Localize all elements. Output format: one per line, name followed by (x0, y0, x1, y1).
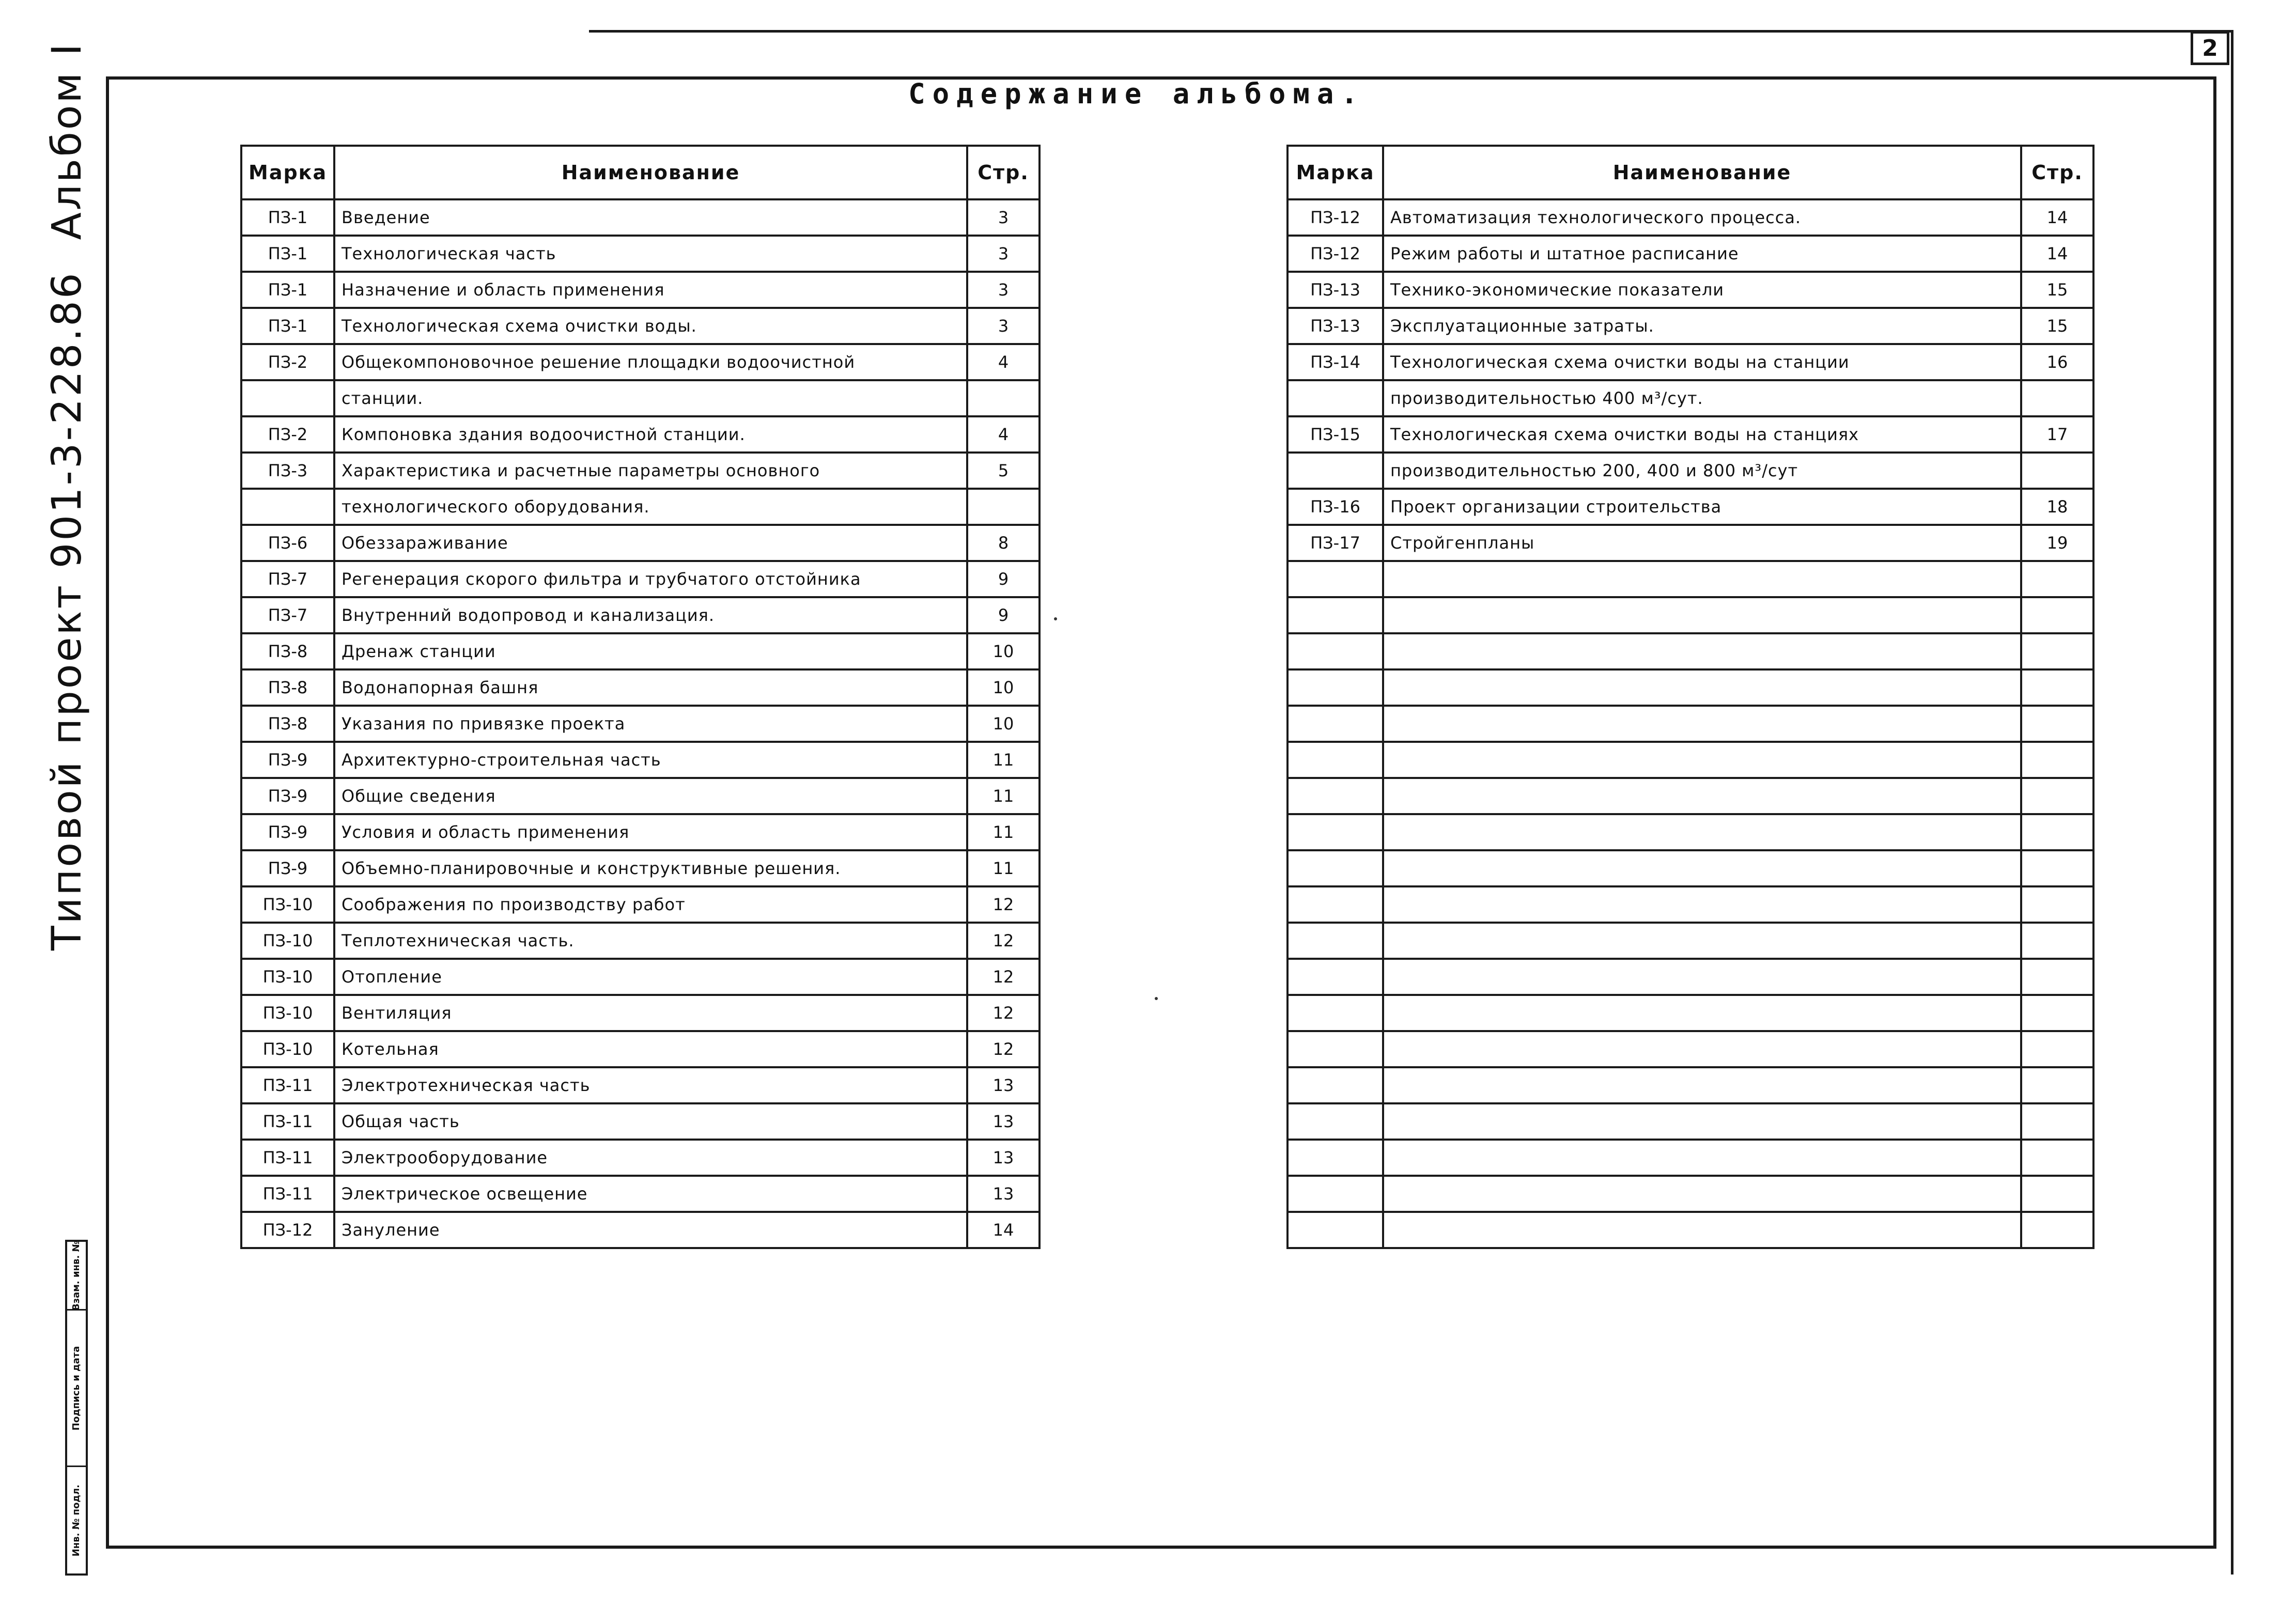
page-cell (2021, 778, 2093, 814)
name-cell (1383, 742, 2021, 778)
mark-cell: ПЗ-9 (241, 850, 334, 886)
page-cell (2021, 453, 2093, 489)
page-cell: 14 (2021, 236, 2093, 272)
name-cell: Автоматизация технологического процесса. (1383, 199, 2021, 236)
mark-cell: ПЗ-10 (241, 923, 334, 959)
name-cell: Зануление (334, 1212, 967, 1248)
page-cell (2021, 923, 2093, 959)
table-row (1287, 525, 2093, 561)
table-row (241, 525, 1040, 561)
table-row (1287, 706, 2093, 742)
name-cell: Объемно-планировочные и конструктивные решения. (334, 850, 967, 886)
page-cell: 5 (967, 453, 1040, 489)
table-body (241, 199, 1040, 1248)
page-cell (2021, 1176, 2093, 1212)
page-cell (2021, 814, 2093, 850)
table-header-row (241, 146, 1040, 199)
mark-cell (1287, 1140, 1383, 1176)
mark-cell: ПЗ-11 (241, 1140, 334, 1176)
page-cell: 15 (2021, 272, 2093, 308)
page-cell: 18 (2021, 489, 2093, 525)
mark-cell (1287, 1212, 1383, 1248)
name-cell: производительностью 200, 400 и 800 м³/сут (1383, 453, 2021, 489)
mark-cell (1287, 1031, 1383, 1067)
mark-cell (241, 380, 334, 416)
mark-cell (1287, 995, 1383, 1031)
scan-speck (1155, 997, 1158, 1000)
page-cell: 10 (967, 706, 1040, 742)
name-cell (1383, 669, 2021, 706)
mark-cell: ПЗ-12 (1287, 236, 1383, 272)
table-row (1287, 633, 2093, 669)
name-cell (1383, 633, 2021, 669)
name-cell (1383, 561, 2021, 597)
table-row (1287, 489, 2093, 525)
table-row (241, 633, 1040, 669)
table-row (241, 706, 1040, 742)
page-cell (2021, 742, 2093, 778)
page-title: Содержание альбома. (908, 77, 1365, 110)
name-cell: Режим работы и штатное расписание (1383, 236, 2021, 272)
name-cell: Условия и область применения (334, 814, 967, 850)
page-cell: 12 (967, 886, 1040, 923)
page-cell: 3 (967, 272, 1040, 308)
table-row (1287, 1176, 2093, 1212)
mark-cell: ПЗ-8 (241, 706, 334, 742)
page-cell: 12 (967, 1031, 1040, 1067)
column-header-page: Стр. (2021, 146, 2093, 199)
page-cell: 10 (967, 633, 1040, 669)
name-cell (1383, 1103, 2021, 1140)
stamp-cell-signature: Подпись и дата (67, 1311, 86, 1467)
mark-cell (1287, 923, 1383, 959)
name-cell: производительностью 400 м³/сут. (1383, 380, 2021, 416)
table-row (241, 886, 1040, 923)
name-cell: Дренаж станции (334, 633, 967, 669)
page-cell (2021, 1140, 2093, 1176)
page-cell (967, 489, 1040, 525)
name-cell (1383, 959, 2021, 995)
mark-cell: ПЗ-10 (241, 886, 334, 923)
table-row (241, 453, 1040, 489)
mark-cell (1287, 742, 1383, 778)
name-cell (1383, 597, 2021, 633)
stamp-cell-replacement: Взам. инв. № (67, 1242, 86, 1311)
mark-cell: ПЗ-11 (241, 1176, 334, 1212)
page-cell: 11 (967, 814, 1040, 850)
table-row (241, 1067, 1040, 1103)
table-row (1287, 453, 2093, 489)
mark-cell: ПЗ-12 (1287, 199, 1383, 236)
table-row (1287, 236, 2093, 272)
name-cell: Электротехническая часть (334, 1067, 967, 1103)
table-row (1287, 742, 2093, 778)
mark-cell: ПЗ-15 (1287, 416, 1383, 453)
page-cell (2021, 995, 2093, 1031)
side-label (36, 41, 98, 950)
mark-cell: ПЗ-1 (241, 199, 334, 236)
name-cell: Общая часть (334, 1103, 967, 1140)
album-label: Альбом I (44, 41, 90, 240)
mark-cell (1287, 959, 1383, 995)
table-row (241, 597, 1040, 633)
table-row (241, 742, 1040, 778)
mark-cell: ПЗ-8 (241, 669, 334, 706)
mark-cell (1287, 453, 1383, 489)
name-cell: Вентиляция (334, 995, 967, 1031)
page-cell: 10 (967, 669, 1040, 706)
page-cell: 8 (967, 525, 1040, 561)
page-cell: 3 (967, 236, 1040, 272)
table-row (1287, 814, 2093, 850)
mark-cell: ПЗ-3 (241, 453, 334, 489)
name-cell (1383, 706, 2021, 742)
name-cell: Общие сведения (334, 778, 967, 814)
table-header-row (1287, 146, 2093, 199)
table-row (1287, 995, 2093, 1031)
mark-cell: ПЗ-2 (241, 416, 334, 453)
mark-cell: ПЗ-1 (241, 272, 334, 308)
page-cell: 14 (2021, 199, 2093, 236)
mark-cell (1287, 850, 1383, 886)
page-cell (2021, 669, 2093, 706)
table-row (241, 1212, 1040, 1248)
mark-cell: ПЗ-11 (241, 1103, 334, 1140)
table-row (1287, 959, 2093, 995)
name-cell: Водонапорная башня (334, 669, 967, 706)
name-cell: Технологическая часть (334, 236, 967, 272)
mark-cell: ПЗ-1 (241, 308, 334, 344)
name-cell: Общекомпоновочное решение площадки водоочистной (334, 344, 967, 380)
mark-cell (1287, 1176, 1383, 1212)
name-cell: Электрооборудование (334, 1140, 967, 1176)
table-row (241, 489, 1040, 525)
mark-cell: ПЗ-8 (241, 633, 334, 669)
page-cell: 12 (967, 995, 1040, 1031)
outer-border-right (2231, 30, 2233, 1575)
page-cell (2021, 380, 2093, 416)
name-cell: Технико-экономические показатели (1383, 272, 2021, 308)
page-cell (2021, 850, 2093, 886)
name-cell: Внутренний водопровод и канализация. (334, 597, 967, 633)
page-cell (2021, 706, 2093, 742)
mark-cell: ПЗ-9 (241, 814, 334, 850)
table-row (1287, 850, 2093, 886)
page-cell: 9 (967, 561, 1040, 597)
mark-cell: ПЗ-6 (241, 525, 334, 561)
page-cell (2021, 959, 2093, 995)
name-cell: Проект организации строительства (1383, 489, 2021, 525)
page-cell (967, 380, 1040, 416)
mark-cell: ПЗ-16 (1287, 489, 1383, 525)
table-row (241, 1031, 1040, 1067)
name-cell (1383, 923, 2021, 959)
mark-cell: ПЗ-13 (1287, 272, 1383, 308)
table-row (241, 778, 1040, 814)
mark-cell: ПЗ-9 (241, 778, 334, 814)
page-cell (2021, 1031, 2093, 1067)
table-row (1287, 1140, 2093, 1176)
table-row (1287, 886, 2093, 923)
page-cell (2021, 1212, 2093, 1248)
page-cell (2021, 633, 2093, 669)
contents-table-right (1286, 145, 2095, 1249)
name-cell: Технологическая схема очистки воды на станциях (1383, 416, 2021, 453)
name-cell: Компоновка здания водоочистной станции. (334, 416, 967, 453)
name-cell: Соображения по производству работ (334, 886, 967, 923)
table-row (241, 1176, 1040, 1212)
mark-cell (1287, 561, 1383, 597)
name-cell (1383, 1067, 2021, 1103)
page-cell (2021, 1067, 2093, 1103)
mark-cell (1287, 597, 1383, 633)
name-cell: Эксплуатационные затраты. (1383, 308, 2021, 344)
mark-cell (241, 489, 334, 525)
name-cell: станции. (334, 380, 967, 416)
page-cell: 4 (967, 344, 1040, 380)
table-row (1287, 1212, 2093, 1248)
table-row (241, 272, 1040, 308)
table-row (241, 1103, 1040, 1140)
table-row (241, 561, 1040, 597)
name-cell (1383, 1212, 2021, 1248)
name-cell (1383, 886, 2021, 923)
name-cell: Отопление (334, 959, 967, 995)
mark-cell: ПЗ-7 (241, 561, 334, 597)
name-cell: Технологическая схема очистки воды. (334, 308, 967, 344)
mark-cell: ПЗ-10 (241, 959, 334, 995)
scan-speck (1054, 617, 1057, 620)
mark-cell (1287, 1067, 1383, 1103)
name-cell: Обеззараживание (334, 525, 967, 561)
mark-cell (1287, 380, 1383, 416)
mark-cell (1287, 814, 1383, 850)
mark-cell: ПЗ-9 (241, 742, 334, 778)
table-row (241, 308, 1040, 344)
mark-cell: ПЗ-13 (1287, 308, 1383, 344)
page-cell: 13 (967, 1103, 1040, 1140)
table-row (1287, 1031, 2093, 1067)
table-row (241, 236, 1040, 272)
name-cell: Указания по привязке проекта (334, 706, 967, 742)
mark-cell: ПЗ-2 (241, 344, 334, 380)
table-row (241, 959, 1040, 995)
page-cell (2021, 886, 2093, 923)
mark-cell: ПЗ-10 (241, 1031, 334, 1067)
page-cell: 13 (967, 1176, 1040, 1212)
page-cell: 19 (2021, 525, 2093, 561)
name-cell: Введение (334, 199, 967, 236)
table-row (241, 416, 1040, 453)
page-cell: 13 (967, 1067, 1040, 1103)
mark-cell (1287, 886, 1383, 923)
name-cell: Архитектурно-строительная часть (334, 742, 967, 778)
page-cell: 3 (967, 308, 1040, 344)
page-cell (2021, 561, 2093, 597)
name-cell (1383, 1176, 2021, 1212)
page-cell: 12 (967, 959, 1040, 995)
mark-cell: ПЗ-1 (241, 236, 334, 272)
page-cell: 14 (967, 1212, 1040, 1248)
mark-cell (1287, 1103, 1383, 1140)
mark-cell (1287, 778, 1383, 814)
table-row (241, 380, 1040, 416)
mark-cell (1287, 633, 1383, 669)
column-header-page: Стр. (967, 146, 1040, 199)
approval-stamp (65, 1240, 88, 1576)
page-cell (2021, 1103, 2093, 1140)
page-cell: 13 (967, 1140, 1040, 1176)
name-cell (1383, 1031, 2021, 1067)
page-cell: 3 (967, 199, 1040, 236)
table-row (241, 995, 1040, 1031)
table-row (1287, 416, 2093, 453)
table-row (1287, 199, 2093, 236)
name-cell: Назначение и область применения (334, 272, 967, 308)
table-row (1287, 380, 2093, 416)
contents-table-left (240, 145, 1041, 1249)
table-row (241, 344, 1040, 380)
table-body (1287, 199, 2093, 1248)
page-cell: 11 (967, 742, 1040, 778)
column-header-name: Наименование (334, 146, 967, 199)
page-cell (2021, 597, 2093, 633)
name-cell: Электрическое освещение (334, 1176, 967, 1212)
table-row (1287, 923, 2093, 959)
name-cell: Характеристика и расчетные параметры основного (334, 453, 967, 489)
name-cell (1383, 995, 2021, 1031)
table-row (1287, 561, 2093, 597)
outer-border-top (589, 30, 2232, 33)
table-row (1287, 1067, 2093, 1103)
mark-cell: ПЗ-14 (1287, 344, 1383, 380)
mark-cell: ПЗ-17 (1287, 525, 1383, 561)
name-cell (1383, 1140, 2021, 1176)
column-header-name: Наименование (1383, 146, 2021, 199)
name-cell: Регенерация скорого фильтра и трубчатого отстойника (334, 561, 967, 597)
table-row (241, 814, 1040, 850)
table-row (241, 923, 1040, 959)
name-cell: Теплотехническая часть. (334, 923, 967, 959)
table-row (241, 199, 1040, 236)
page-cell: 17 (2021, 416, 2093, 453)
table-row (1287, 778, 2093, 814)
page-cell: 9 (967, 597, 1040, 633)
stamp-cell-original: Инв. № подл. (71, 1484, 82, 1556)
table-row (1287, 308, 2093, 344)
page-cell: 16 (2021, 344, 2093, 380)
table-row (241, 669, 1040, 706)
name-cell (1383, 778, 2021, 814)
name-cell (1383, 814, 2021, 850)
name-cell: Технологическая схема очистки воды на станции (1383, 344, 2021, 380)
table-row (1287, 669, 2093, 706)
mark-cell: ПЗ-11 (241, 1067, 334, 1103)
table-row (241, 1140, 1040, 1176)
page-cell: 15 (2021, 308, 2093, 344)
page-cell: 12 (967, 923, 1040, 959)
name-cell (1383, 850, 2021, 886)
mark-cell: ПЗ-12 (241, 1212, 334, 1248)
table-row (241, 850, 1040, 886)
name-cell: технологического оборудования. (334, 489, 967, 525)
table-row (1287, 1103, 2093, 1140)
mark-cell (1287, 669, 1383, 706)
name-cell: Котельная (334, 1031, 967, 1067)
mark-cell (1287, 706, 1383, 742)
mark-cell: ПЗ-10 (241, 995, 334, 1031)
page-number: 2 (2191, 31, 2229, 65)
table-row (1287, 597, 2093, 633)
mark-cell: ПЗ-7 (241, 597, 334, 633)
table-row (1287, 344, 2093, 380)
name-cell: Стройгенпланы (1383, 525, 2021, 561)
project-label: Типовой проект 901-3-228.86 (44, 271, 90, 950)
page-cell: 11 (967, 850, 1040, 886)
column-header-mark: Марка (1287, 146, 1383, 199)
page-cell: 11 (967, 778, 1040, 814)
column-header-mark: Марка (241, 146, 334, 199)
page-cell: 4 (967, 416, 1040, 453)
table-row (1287, 272, 2093, 308)
